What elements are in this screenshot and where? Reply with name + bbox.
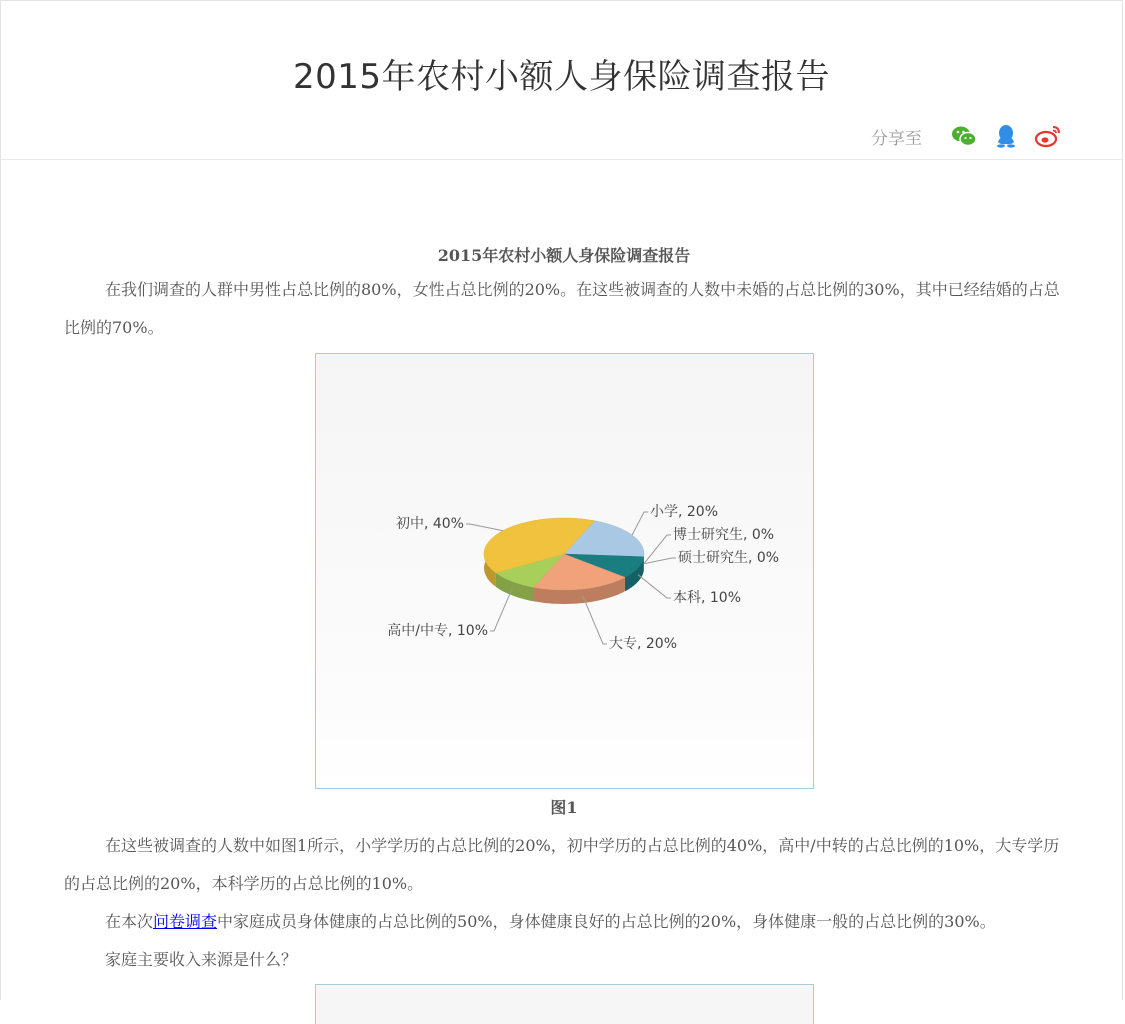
leader-line-3 [638,575,671,598]
leader-line-6 [466,524,503,531]
slice-label-5: 高中/中专, 10% [386,623,488,639]
page-header [1,1,1122,160]
paragraph-3-start: 在本次 [105,912,154,931]
leader-line-4 [582,596,606,644]
share-bar [871,121,1062,151]
questionnaire-link[interactable]: 问卷调查 [153,912,218,931]
figure-1-caption: 图1 [550,798,578,817]
weibo-icon[interactable] [1034,122,1062,150]
leader-line-0 [632,512,648,535]
paragraph-2: 在这些被调查的人数中如图1所示，小学学历的占总比例的20%，初中学历的占总比例的40%，高中/中转的占总比例的10%，大专学历的占总比例的20%，本科学历的占总比例的10%。 [64,836,1060,893]
article-body [64,241,1064,1024]
paragraph-4: 家庭主要收入来源是什么？ [105,950,298,969]
pie-chart [316,354,813,788]
slice-label-1: 博士研究生, 0% [672,527,774,543]
paragraph-3-end: 中家庭成员身体健康的占总比例的50%，身体健康良好的占总比例的20%，身体健康一般的占总比例的30%。 [217,912,996,931]
figure-2-chart [315,984,814,1024]
page-title: 2015年农村小额人身保险调查报告 [292,57,831,97]
leader-line-5 [490,588,512,631]
paragraph-3 [64,903,1064,941]
leader-line-2 [643,558,675,564]
slice-label-3: 本科, 10% [672,590,741,606]
wechat-icon[interactable] [950,122,978,150]
qq-icon[interactable] [992,122,1020,150]
share-label: 分享至 [871,128,922,149]
slice-label-6: 初中, 40% [395,516,464,532]
paragraph-1: 在我们调查的人群中男性占总比例的80%，女性占总比例的20%。在这些被调查的人数中未婚的占总比例的30%，其中已经结婚的占总比例的70%。 [64,280,1060,337]
article-title: 2015年农村小额人身保险调查报告 [437,246,691,265]
slice-label-2: 硕士研究生, 0% [677,550,779,566]
figure-1-chart [315,353,814,789]
slice-label-4: 大专, 20% [608,636,677,652]
slice-label-0: 小学, 20% [649,504,718,520]
